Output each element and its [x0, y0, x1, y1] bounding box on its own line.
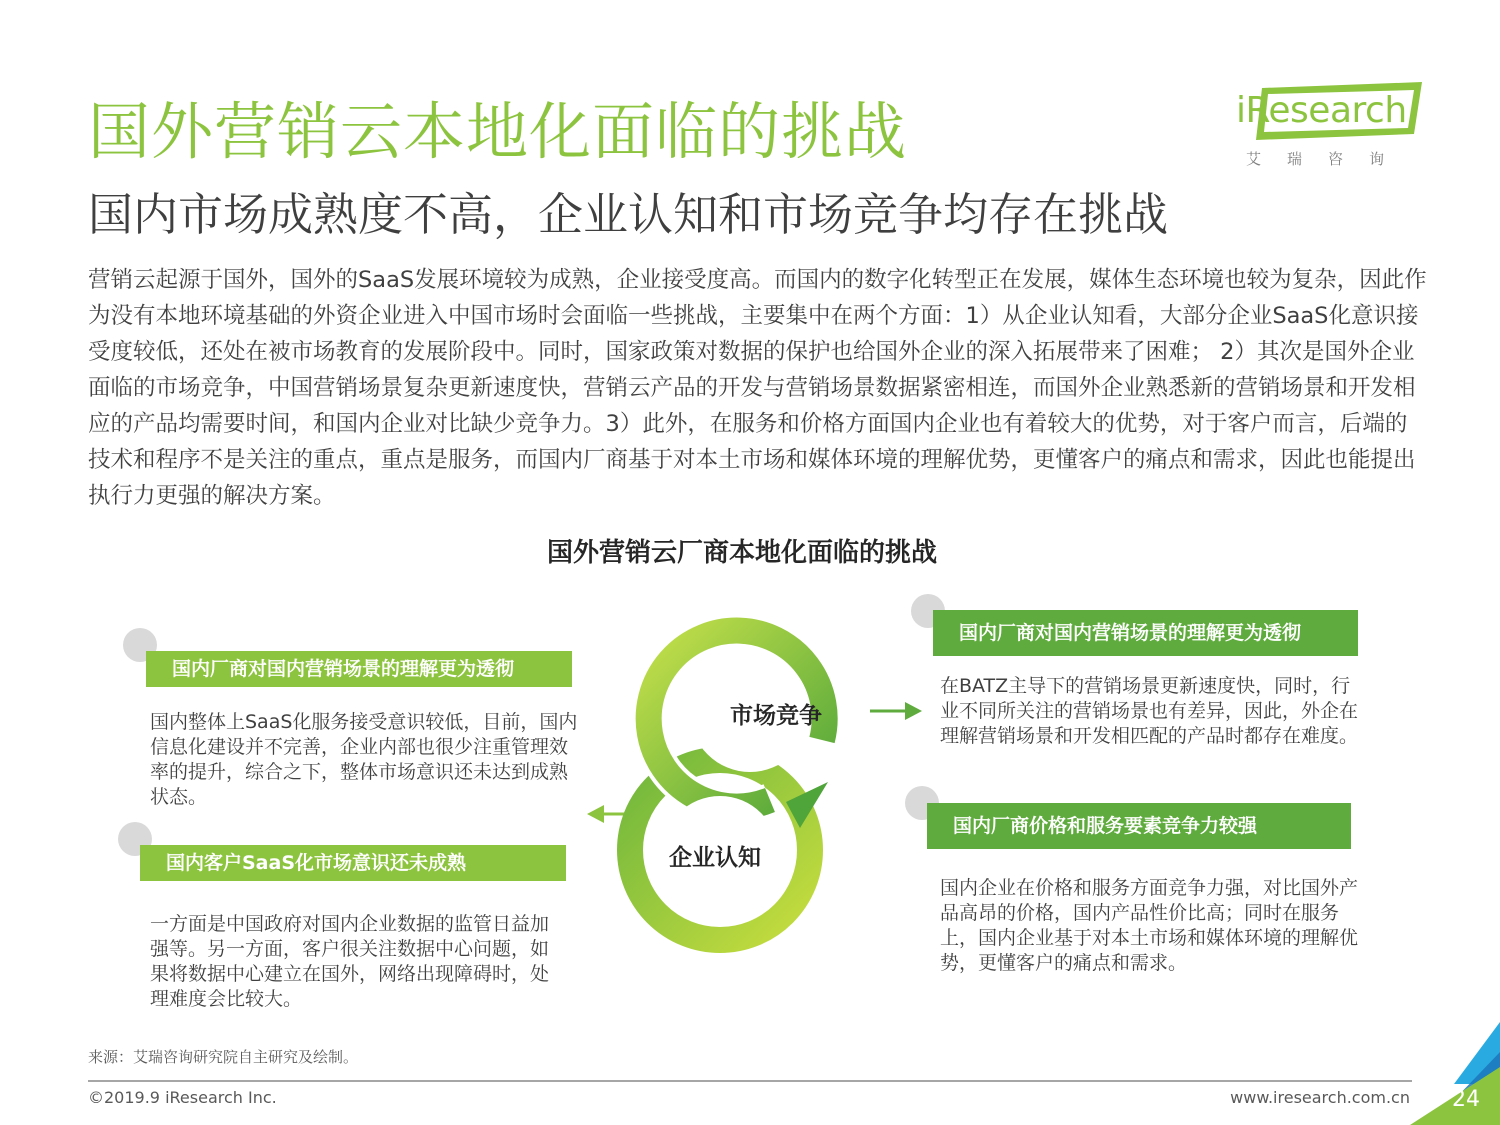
right-panel-2-body: 国内企业在价格和服务方面竞争力强，对比国外产品高昂的价格，国内产品性价比高；同时在服务上，国内企业基于对本土市场和媒体环境的理解优势，更懂客户的痛点和需求。: [940, 877, 1359, 974]
right-arrow: [870, 702, 922, 720]
footer-divider: [88, 1080, 1412, 1082]
page-subtitle: 国内市场成熟度不高，企业认知和市场竞争均存在挑战: [88, 188, 1169, 241]
right-panel-1-heading: 国内厂商对国内营销场景的理解更为透彻: [933, 610, 1358, 656]
source-note: 来源：艾瑞咨询研究院自主研究及绘制。: [88, 1048, 359, 1066]
page-number: 24: [1452, 1087, 1480, 1112]
iresearch-logo: [1236, 82, 1426, 172]
ring-label-enterprise-awareness: 企业认知: [669, 845, 761, 871]
page-title: 国外营销云本地化面临的挑战: [88, 95, 908, 168]
right-panel-2-heading: 国内厂商价格和服务要素竞争力较强: [927, 803, 1351, 849]
ring-label-market-competition: 市场竞争: [730, 703, 822, 729]
right-panel-1-body: 在BATZ主导下的营销场景更新速度快，同时，行业不同所关注的营销场景也有差异，因此，外企在理解营销场景和开发相匹配的产品时都存在难度。: [940, 675, 1359, 747]
left-panel-1-heading: 国内厂商对国内营销场景的理解更为透彻: [146, 651, 572, 687]
copyright-text: ©2019.9 iResearch Inc.: [88, 1088, 277, 1107]
intro-paragraph: 营销云起源于国外，国外的SaaS发展环境较为成熟，企业接受度高。而国内的数字化转型正在发展，媒体生态环境也较为复杂，因此作为没有本地环境基础的外资企业进入中国市场时会面临一些挑战，主要集中在两个方面：1）从企业认知看，大部分企业SaaS化意识接受度较低，还处在被市场教育的发展阶段中。同时，国家政策对数据的保护也给国外企业的深入拓展带来了困难； 2）其次是国外企业面临的市场竞争，中国营销场景复杂更新速度快，营销云产品的开发与营销场景数据紧密相连，而国外企业熟悉新的营销场景和开发相应的产品均需要时间，和国内企业对比缺少竞争力。3）此外，在服务和价格方面国内企业也有着较大的优势，对于客户而言，后端的技术和程序不是关注的重点，重点是服务，而国内厂商基于对本土市场和媒体环境的理解优势，更懂客户的痛点和需求，因此也能提出执行力更强的解决方案。: [88, 267, 1427, 509]
ring-diagram: [560, 600, 940, 970]
logo-tagline: 艾瑞咨询: [1246, 150, 1411, 168]
left-panel-2-heading: 国内客户SaaS化市场意识还未成熟: [140, 845, 566, 881]
logo-wordmark: iResearch: [1236, 90, 1407, 131]
website-link[interactable]: www.iresearch.com.cn: [1230, 1088, 1410, 1107]
left-panel-1-body: 国内整体上SaaS化服务接受意识较低，目前，国内信息化建设并不完善，企业内部也很少注重管理效率的提升，综合之下，整体市场意识还未达到成熟状态。: [150, 711, 578, 808]
diagram-title: 国外营销云厂商本地化面临的挑战: [546, 538, 937, 568]
left-panel-2-body: 一方面是中国政府对国内企业数据的监管日益加强等。另一方面，客户很关注数据中心问题，如果将数据中心建立在国外，网络出现障碍时，处理难度会比较大。: [150, 913, 550, 1010]
